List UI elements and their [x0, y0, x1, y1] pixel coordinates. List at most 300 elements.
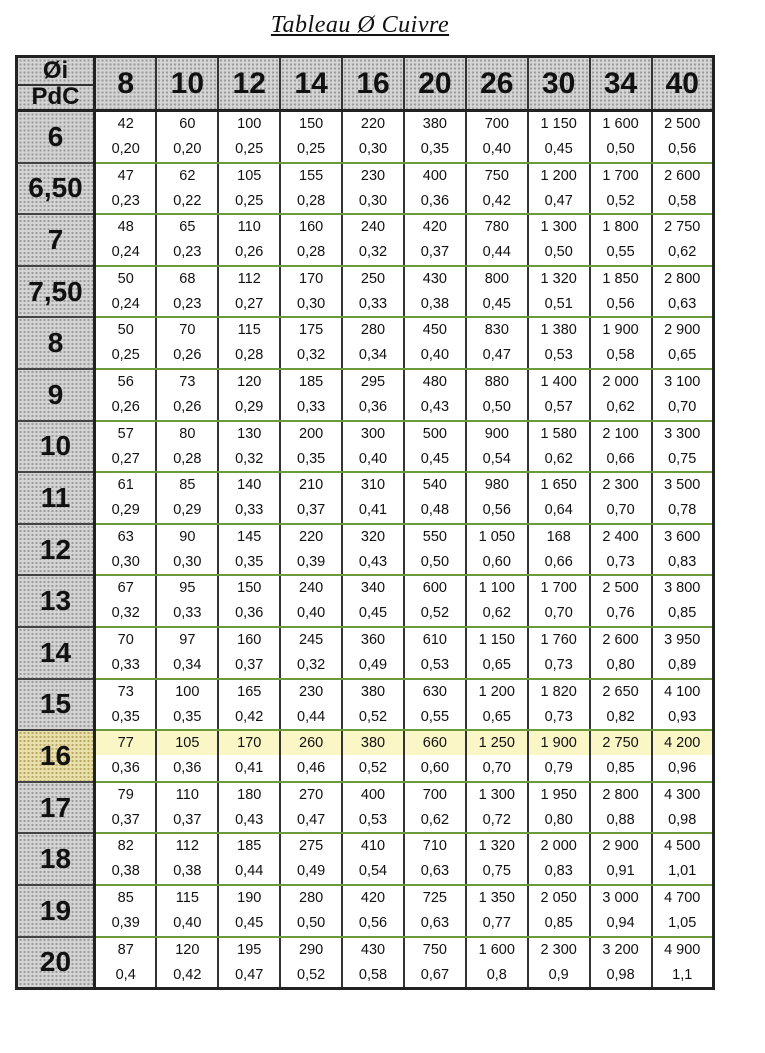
- value-cell: [652, 369, 714, 421]
- value-cell: [280, 782, 342, 834]
- loss-value: 0,75: [668, 450, 697, 467]
- value-cell: [156, 369, 218, 421]
- flow-value: 320: [360, 528, 386, 545]
- flow-value: 80: [179, 425, 196, 442]
- loss-value: 0,72: [482, 811, 511, 828]
- loss-value: 0,27: [111, 450, 140, 467]
- value-cell: [466, 885, 528, 937]
- flow-value: 3 600: [664, 528, 701, 545]
- corner-pdc-label: PdC: [31, 83, 80, 110]
- flow-value: 120: [175, 941, 200, 958]
- flow-value: 750: [422, 941, 447, 958]
- value-cell: [95, 937, 157, 989]
- loss-value: 0,28: [297, 244, 326, 261]
- flow-value: 1 900: [602, 322, 639, 339]
- copper-diameter-table: [15, 55, 715, 990]
- value-cell: [590, 317, 652, 369]
- value-cell: [156, 730, 218, 782]
- flow-value: 400: [360, 786, 386, 803]
- pdc-row-header: 11: [17, 472, 95, 524]
- value-cell: [466, 937, 528, 989]
- flow-value: 750: [484, 167, 509, 184]
- flow-value: 410: [360, 838, 386, 855]
- value-cell: [466, 679, 528, 731]
- loss-value: 0,20: [111, 141, 140, 157]
- loss-value: 0,45: [420, 450, 450, 467]
- flow-value: 68: [179, 270, 196, 287]
- flow-value: 1 300: [478, 786, 515, 803]
- value-cell: [95, 163, 157, 215]
- flow-value: 4 700: [664, 889, 701, 906]
- value-cell: [156, 885, 218, 937]
- flow-value: 2 000: [540, 838, 577, 855]
- loss-value: 0,35: [173, 708, 202, 725]
- value-cell: [528, 214, 590, 266]
- value-cell: [280, 421, 342, 473]
- value-cell: [652, 214, 714, 266]
- loss-value: 0,29: [111, 502, 140, 519]
- loss-value: 0,60: [420, 760, 450, 777]
- loss-value: 0,96: [668, 760, 697, 777]
- flow-value: 63: [117, 528, 134, 545]
- table-row: [17, 575, 714, 627]
- flow-value: 2 750: [664, 219, 701, 236]
- flow-value: 830: [484, 322, 509, 339]
- loss-value: 1,01: [668, 863, 697, 880]
- value-cell: [404, 833, 466, 885]
- loss-value: 0,66: [544, 553, 573, 570]
- loss-value: 0,60: [482, 553, 511, 570]
- value-cell: [95, 782, 157, 834]
- value-cell: [590, 524, 652, 576]
- loss-value: 0,56: [358, 914, 388, 931]
- value-cell: [590, 937, 652, 989]
- loss-value: 0,36: [111, 760, 140, 777]
- flow-value: 700: [484, 116, 509, 132]
- loss-value: 0,36: [235, 605, 264, 622]
- value-cell: [95, 885, 157, 937]
- flow-value: 4 500: [664, 838, 701, 855]
- value-cell: [466, 782, 528, 834]
- loss-value: 0,88: [606, 811, 635, 828]
- flow-value: 4 200: [653, 731, 712, 755]
- value-cell: [404, 679, 466, 731]
- flow-value: 550: [422, 528, 447, 545]
- value-cell: [156, 937, 218, 989]
- loss-value: 0,85: [668, 605, 697, 622]
- loss-value: 0,32: [111, 605, 140, 622]
- flow-value: 190: [237, 889, 262, 906]
- value-cell: [466, 266, 528, 318]
- value-cell: [156, 111, 218, 163]
- value-cell: [280, 266, 342, 318]
- loss-value: 0,28: [235, 347, 264, 364]
- loss-value: 0,62: [668, 244, 697, 261]
- loss-value: 0,38: [420, 295, 450, 312]
- flow-value: 310: [360, 477, 386, 494]
- header-row: [17, 57, 714, 111]
- flow-value: 2 900: [602, 838, 639, 855]
- loss-value: 0,43: [235, 811, 264, 828]
- loss-value: 0,42: [173, 966, 202, 983]
- loss-value: 0,9: [548, 966, 569, 983]
- value-cell: [528, 421, 590, 473]
- flow-value: 160: [237, 631, 262, 648]
- flow-value: 2 750: [591, 731, 651, 755]
- value-cell: [466, 627, 528, 679]
- value-cell: [156, 163, 218, 215]
- value-cell: [590, 369, 652, 421]
- loss-value: 0,37: [420, 244, 450, 261]
- value-cell: [652, 937, 714, 989]
- flow-value: 100: [237, 116, 262, 132]
- flow-value: 60: [179, 116, 196, 132]
- loss-value: 0,52: [297, 966, 326, 983]
- value-cell: [342, 317, 404, 369]
- value-cell: [156, 317, 218, 369]
- flow-value: 200: [299, 425, 324, 442]
- flow-value: 70: [117, 631, 134, 648]
- value-cell: [528, 937, 590, 989]
- flow-value: 2 500: [602, 580, 639, 597]
- loss-value: 0,32: [235, 450, 264, 467]
- flow-value: 1 250: [467, 731, 527, 755]
- loss-value: 0,93: [668, 708, 697, 725]
- flow-value: 2 900: [664, 322, 701, 339]
- value-cell: [528, 369, 590, 421]
- value-cell: [404, 369, 466, 421]
- pdc-row-header: 15: [17, 679, 95, 731]
- diameter-header: 8: [95, 57, 157, 111]
- flow-value: 150: [237, 580, 262, 597]
- loss-value: 0,55: [420, 708, 450, 725]
- loss-value: 0,50: [606, 141, 635, 157]
- loss-value: 0,20: [173, 141, 202, 157]
- loss-value: 0,30: [297, 295, 326, 312]
- value-cell: [218, 627, 280, 679]
- loss-value: 0,58: [606, 347, 635, 364]
- flow-value: 110: [237, 219, 261, 236]
- value-cell: [280, 833, 342, 885]
- loss-value: 0,65: [482, 708, 511, 725]
- flow-value: 97: [179, 631, 196, 648]
- pdc-row-header: 17: [17, 782, 95, 834]
- flow-value: 245: [299, 631, 324, 648]
- flow-value: 2 300: [602, 477, 639, 494]
- value-cell: [342, 421, 404, 473]
- flow-value: 1 300: [540, 219, 577, 236]
- flow-value: 85: [117, 889, 134, 906]
- loss-value: 0,65: [482, 656, 511, 673]
- value-cell: [218, 163, 280, 215]
- loss-value: 0,67: [420, 966, 450, 983]
- loss-value: 0,51: [544, 295, 573, 312]
- flow-value: 85: [179, 477, 196, 494]
- loss-value: 0,76: [606, 605, 635, 622]
- flow-value: 47: [117, 167, 134, 184]
- value-cell: [528, 266, 590, 318]
- loss-value: 0,47: [482, 347, 511, 364]
- loss-value: 0,28: [297, 192, 326, 209]
- flow-value: 900: [484, 425, 509, 442]
- value-cell: [218, 833, 280, 885]
- value-cell: [404, 524, 466, 576]
- corner-diameter-label: Øi: [18, 58, 93, 86]
- loss-value: 0,53: [358, 811, 388, 828]
- flow-value: 4 900: [664, 941, 701, 958]
- flow-value: 380: [343, 731, 403, 755]
- value-cell: [95, 111, 157, 163]
- loss-value: 0,36: [173, 760, 202, 777]
- flow-value: 4 100: [664, 683, 701, 700]
- flow-value: 780: [484, 219, 509, 236]
- pdc-row-header: 13: [17, 575, 95, 627]
- value-cell: [95, 627, 157, 679]
- table-row: [17, 472, 714, 524]
- value-cell: [95, 214, 157, 266]
- table-row: [17, 421, 714, 473]
- flow-value: 62: [179, 167, 196, 184]
- value-cell: [218, 421, 280, 473]
- loss-value: 0,44: [482, 244, 511, 261]
- value-cell: [528, 524, 590, 576]
- loss-value: 0,36: [420, 192, 450, 209]
- loss-value: 0,30: [111, 553, 140, 570]
- loss-value: 0,35: [111, 708, 140, 725]
- value-cell: [218, 782, 280, 834]
- loss-value: 0,80: [606, 656, 635, 673]
- loss-value: 0,56: [668, 141, 697, 157]
- flow-value: 110: [175, 786, 199, 803]
- flow-value: 710: [422, 838, 447, 855]
- flow-value: 3 950: [664, 631, 701, 648]
- flow-value: 230: [360, 167, 386, 184]
- value-cell: [528, 885, 590, 937]
- loss-value: 0,33: [173, 605, 202, 622]
- value-cell: [95, 679, 157, 731]
- flow-value: 2 050: [540, 889, 577, 906]
- loss-value: 0,83: [544, 863, 573, 880]
- table-row: [17, 782, 714, 834]
- loss-value: 0,25: [297, 141, 326, 157]
- flow-value: 240: [360, 219, 386, 236]
- flow-value: 140: [237, 477, 262, 494]
- flow-value: 1 580: [540, 425, 577, 442]
- loss-value: 0,25: [111, 347, 140, 364]
- value-cell: [95, 421, 157, 473]
- loss-value: 0,79: [544, 760, 573, 777]
- loss-value: 0,34: [173, 656, 202, 673]
- table-row: [17, 163, 714, 215]
- loss-value: 0,80: [544, 811, 573, 828]
- value-cell: [590, 575, 652, 627]
- value-cell: [590, 111, 652, 163]
- value-cell: [404, 575, 466, 627]
- loss-value: 0,47: [297, 811, 326, 828]
- value-cell: [466, 111, 528, 163]
- pdc-row-header: 7,50: [17, 266, 95, 318]
- value-cell: [528, 163, 590, 215]
- loss-value: 0,75: [482, 863, 511, 880]
- value-cell: [342, 937, 404, 989]
- loss-value: 1,05: [668, 914, 697, 931]
- value-cell: [218, 730, 280, 782]
- value-cell: [590, 885, 652, 937]
- value-cell: [95, 730, 157, 782]
- flow-value: 70: [179, 322, 196, 339]
- loss-value: 0,56: [606, 295, 635, 312]
- pdc-row-header: 16: [17, 730, 95, 782]
- loss-value: 0,37: [173, 811, 202, 828]
- value-cell: [218, 885, 280, 937]
- value-cell: [404, 111, 466, 163]
- pdc-row-header: 12: [17, 524, 95, 576]
- value-cell: [342, 730, 404, 782]
- table-row: [17, 266, 714, 318]
- flow-value: 1 650: [540, 477, 577, 494]
- value-cell: [342, 627, 404, 679]
- flow-value: 165: [237, 683, 262, 700]
- value-cell: [652, 472, 714, 524]
- flow-value: 1 150: [478, 631, 515, 648]
- loss-value: 0,26: [111, 398, 140, 415]
- value-cell: [280, 575, 342, 627]
- value-cell: [652, 575, 714, 627]
- loss-value: 0,35: [420, 141, 450, 157]
- loss-value: 0,26: [173, 347, 202, 364]
- page-title: Tableau Ø Cuivre: [270, 12, 450, 38]
- loss-value: 0,38: [111, 863, 140, 880]
- loss-value: 0,58: [668, 192, 697, 209]
- flow-value: 2 300: [540, 941, 577, 958]
- flow-value: 2 000: [602, 373, 639, 390]
- flow-value: 112: [237, 270, 261, 287]
- loss-value: 0,70: [482, 760, 511, 777]
- flow-value: 610: [422, 631, 447, 648]
- value-cell: [528, 782, 590, 834]
- diameter-header: 16: [342, 57, 404, 111]
- loss-value: 0,70: [544, 605, 573, 622]
- value-cell: [156, 214, 218, 266]
- flow-value: 150: [299, 116, 324, 132]
- flow-value: 65: [179, 219, 196, 236]
- loss-value: 0,39: [111, 914, 140, 931]
- loss-value: 0,78: [668, 502, 697, 519]
- flow-value: 1 050: [478, 528, 515, 545]
- value-cell: [528, 111, 590, 163]
- flow-value: 480: [422, 373, 447, 390]
- flow-value: 230: [299, 683, 324, 700]
- value-cell: [404, 937, 466, 989]
- table-row: [17, 111, 714, 163]
- flow-value: 240: [299, 580, 324, 597]
- flow-value: 1 100: [478, 580, 515, 597]
- flow-value: 2 100: [602, 425, 639, 442]
- loss-value: 0,38: [173, 863, 202, 880]
- flow-value: 160: [299, 219, 324, 236]
- loss-value: 0,28: [173, 450, 202, 467]
- value-cell: [466, 369, 528, 421]
- value-cell: [404, 472, 466, 524]
- value-cell: [528, 472, 590, 524]
- loss-value: 0,35: [297, 450, 326, 467]
- value-cell: [342, 782, 404, 834]
- loss-value: 0,89: [668, 656, 697, 673]
- flow-value: 210: [299, 477, 324, 494]
- loss-value: 0,49: [297, 863, 326, 880]
- loss-value: 0,8: [486, 966, 507, 983]
- loss-value: 0,35: [235, 553, 264, 570]
- flow-value: 3 100: [664, 373, 701, 390]
- loss-value: 0,50: [482, 398, 511, 415]
- loss-value: 0,66: [606, 450, 635, 467]
- value-cell: [218, 214, 280, 266]
- loss-value: 0,82: [606, 708, 635, 725]
- loss-value: 0,63: [668, 295, 697, 312]
- loss-value: 0,23: [111, 192, 140, 209]
- flow-value: 430: [422, 270, 447, 287]
- loss-value: 0,98: [606, 966, 635, 983]
- value-cell: [156, 627, 218, 679]
- value-cell: [156, 679, 218, 731]
- value-cell: [218, 575, 280, 627]
- value-cell: [466, 472, 528, 524]
- flow-value: 105: [157, 731, 217, 755]
- value-cell: [652, 885, 714, 937]
- flow-value: 420: [422, 219, 447, 236]
- value-cell: [95, 317, 157, 369]
- value-cell: [280, 163, 342, 215]
- flow-value: 1 900: [529, 731, 589, 755]
- value-cell: [652, 111, 714, 163]
- flow-value: 3 800: [664, 580, 701, 597]
- loss-value: 0,33: [235, 502, 264, 519]
- table-row: [17, 627, 714, 679]
- loss-value: 0,52: [358, 708, 388, 725]
- pdc-row-header: 20: [17, 937, 95, 989]
- value-cell: [466, 163, 528, 215]
- flow-value: 180: [237, 786, 262, 803]
- loss-value: 0,47: [544, 192, 573, 209]
- value-cell: [528, 679, 590, 731]
- table-row: [17, 679, 714, 731]
- value-cell: [95, 369, 157, 421]
- loss-value: 0,56: [482, 502, 511, 519]
- value-cell: [218, 369, 280, 421]
- flow-value: 170: [219, 731, 279, 755]
- flow-value: 4 300: [664, 786, 701, 803]
- flow-value: 2 650: [602, 683, 639, 700]
- value-cell: [590, 214, 652, 266]
- value-cell: [342, 472, 404, 524]
- flow-value: 2 600: [664, 167, 701, 184]
- loss-value: 0,85: [544, 914, 573, 931]
- table-row: [17, 214, 714, 266]
- value-cell: [342, 575, 404, 627]
- pdc-row-header: 7: [17, 214, 95, 266]
- diameter-header: 30: [528, 57, 590, 111]
- value-cell: [590, 163, 652, 215]
- flow-value: 380: [360, 683, 386, 700]
- flow-value: 290: [299, 941, 324, 958]
- pdc-row-header: 18: [17, 833, 95, 885]
- loss-value: 0,23: [173, 244, 202, 261]
- loss-value: 0,64: [544, 502, 573, 519]
- value-cell: [466, 524, 528, 576]
- flow-value: 1 760: [540, 631, 577, 648]
- value-cell: [342, 266, 404, 318]
- flow-value: 1 820: [540, 683, 577, 700]
